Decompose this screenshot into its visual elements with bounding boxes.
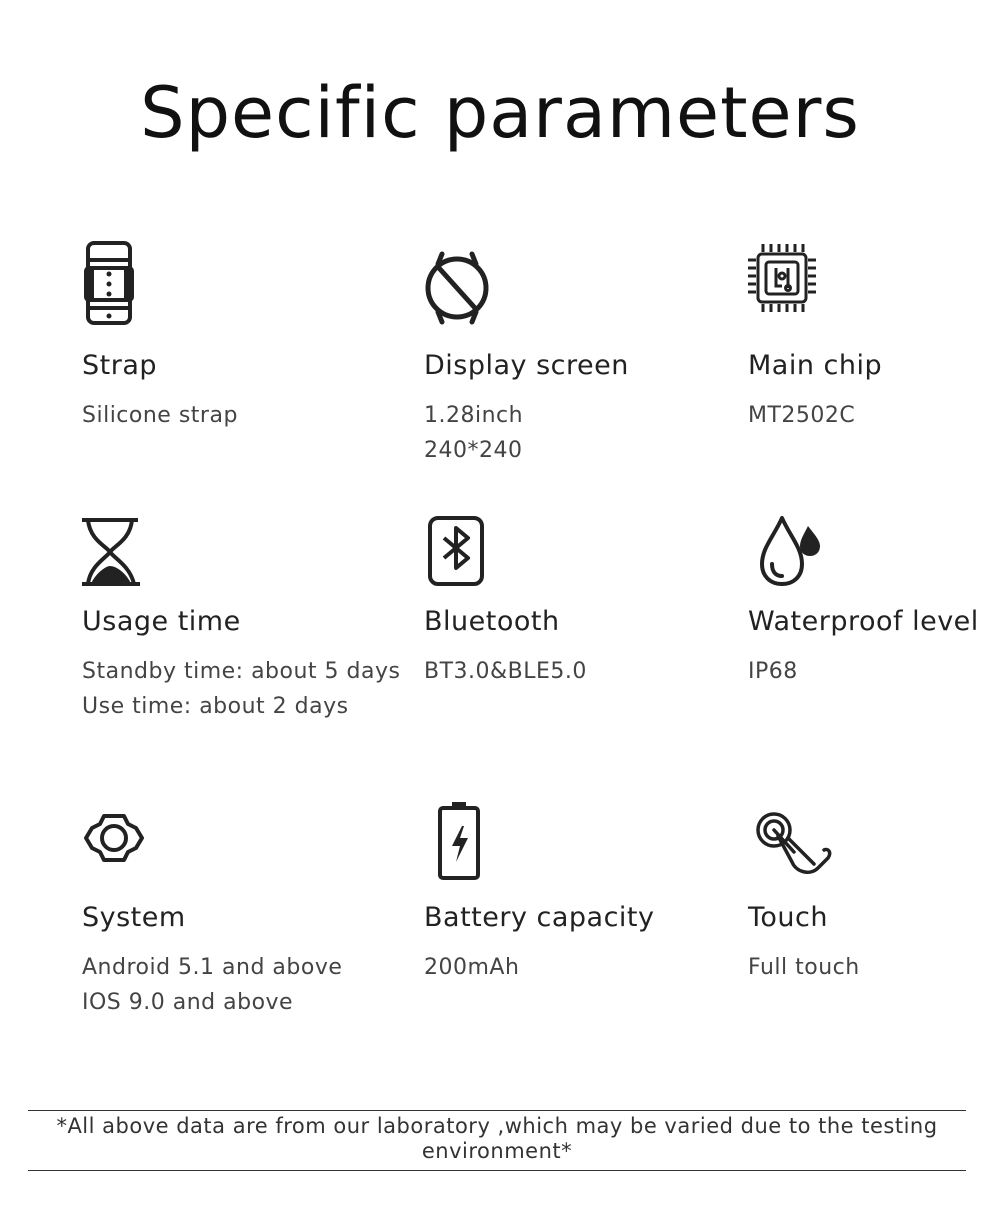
chip-icon <box>748 240 828 330</box>
param-label: Main chip <box>748 350 883 381</box>
param-label: Display screen <box>424 350 629 381</box>
param-label: Touch <box>748 902 828 933</box>
hourglass-icon <box>82 496 162 586</box>
param-value: IP68 <box>748 659 798 684</box>
param-label: Usage time <box>82 606 241 637</box>
battery-icon <box>424 792 504 882</box>
page-title: Specific parameters <box>140 72 860 154</box>
param-label: Strap <box>82 350 158 381</box>
footer-divider-top <box>28 1110 966 1111</box>
param-label: Waterproof level <box>748 606 979 637</box>
param-value: MT2502C <box>748 403 856 428</box>
bluetooth-icon <box>424 496 504 586</box>
touch-hand-icon <box>748 792 828 882</box>
param-value: Standby time: about 5 days Use time: about 2 days <box>82 659 401 719</box>
gear-icon <box>82 792 162 882</box>
param-value: Silicone strap <box>82 403 238 428</box>
round-display-icon <box>424 240 504 330</box>
param-value: BT3.0&BLE5.0 <box>424 659 587 684</box>
param-value: 200mAh <box>424 955 520 980</box>
param-label: Bluetooth <box>424 606 560 637</box>
param-value: 1.28inch 240*240 <box>424 403 524 463</box>
param-label: System <box>82 902 186 933</box>
watch-strap-icon <box>82 240 162 330</box>
param-value: Full touch <box>748 955 860 980</box>
param-value: Android 5.1 and above IOS 9.0 and above <box>82 955 343 1015</box>
param-label: Battery capacity <box>424 902 655 933</box>
water-drop-icon <box>748 496 828 586</box>
footer-note: *All above data are from our laboratory ,which may be varied due to the testing environment* <box>56 1114 938 1163</box>
footer-divider-bottom <box>28 1170 966 1171</box>
